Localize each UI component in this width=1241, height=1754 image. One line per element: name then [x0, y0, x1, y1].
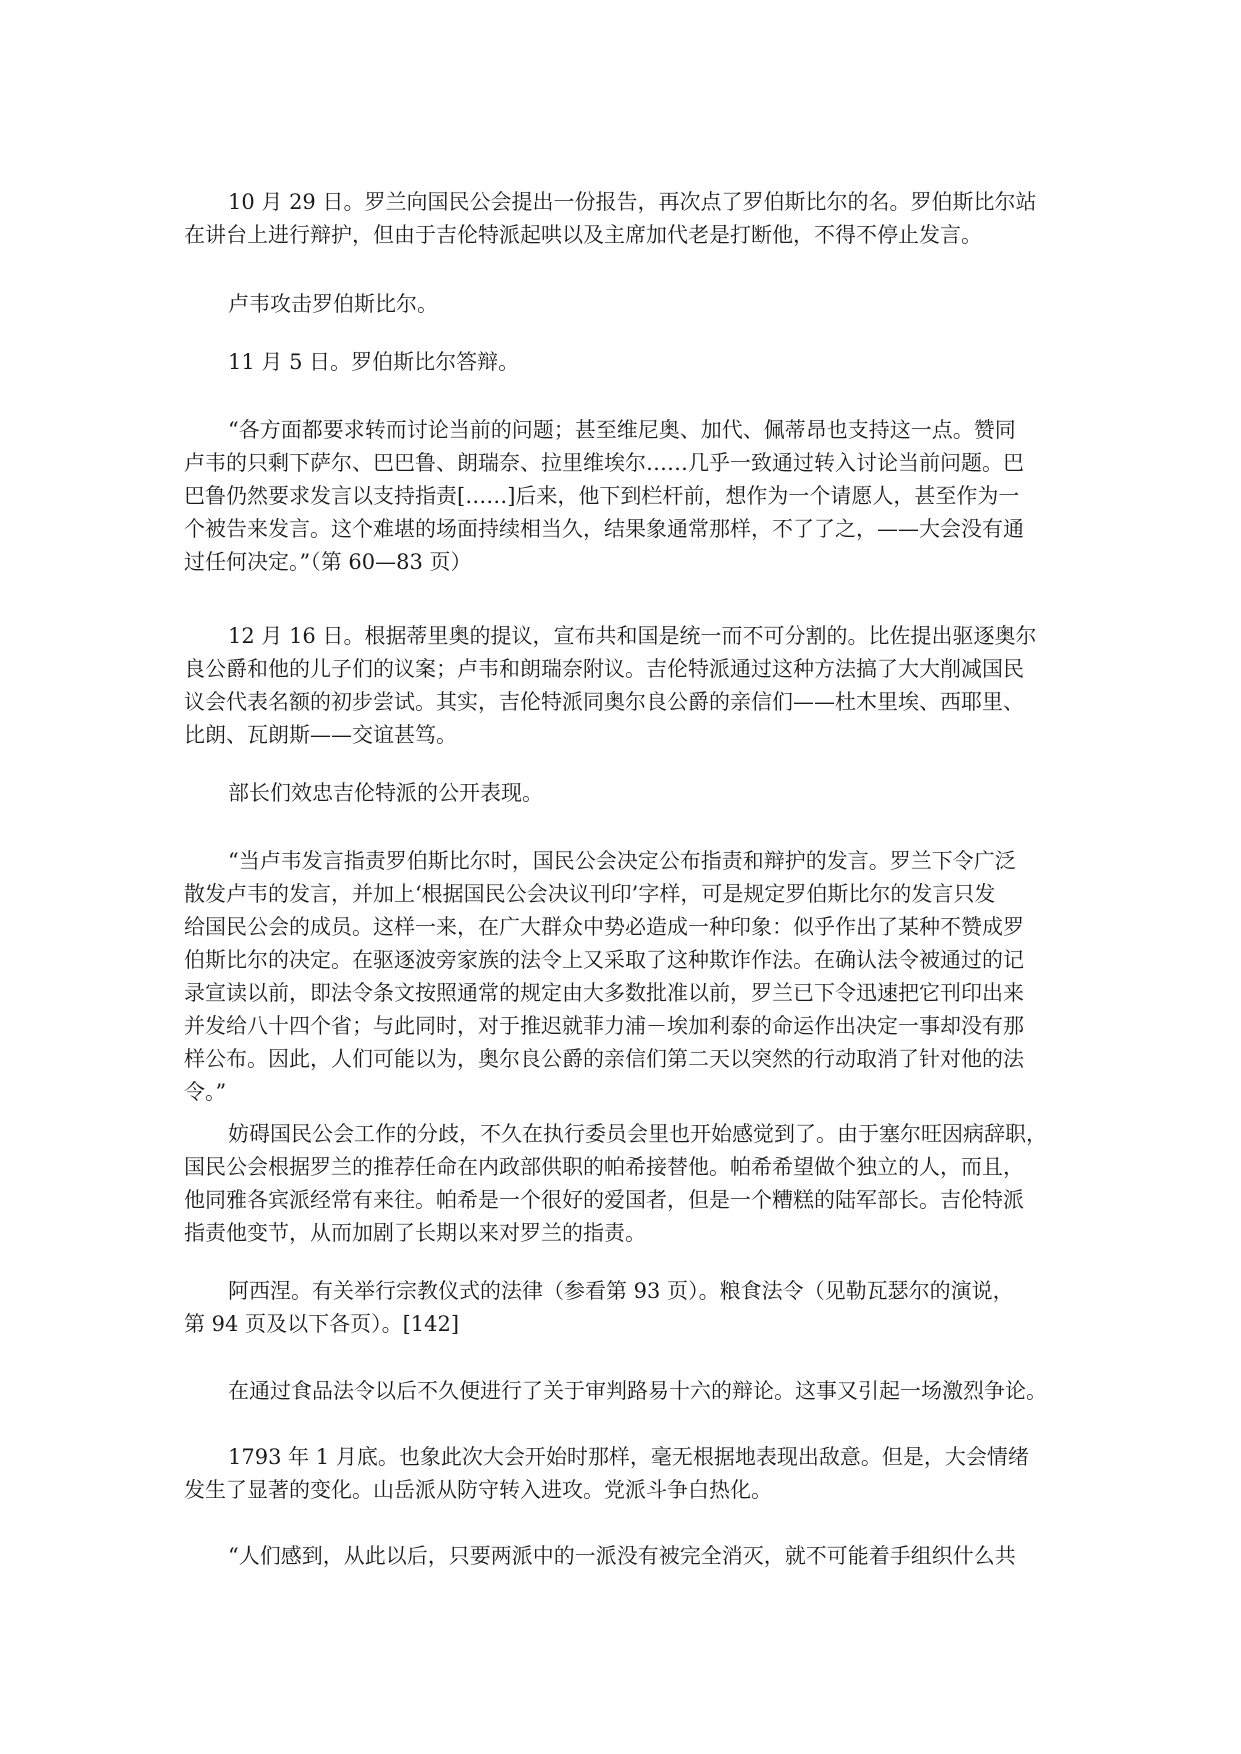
text-line: 并发给八十四个省；与此同时，对于推迟就菲力浦－埃加利泰的命运作出决定一事却没有那 — [184, 1014, 1024, 1038]
text-line: 他同雅各宾派经常有来往。帕希是一个很好的爱国者，但是一个糟糕的陆军部长。吉伦特派 — [184, 1188, 1024, 1212]
paragraph-jan-1793 — [184, 1441, 1084, 1507]
text-line: 阿西涅。有关举行宗教仪式的法律（参看第 93 页）。粮食法令（见勒瓦瑟尔的演说， — [228, 1279, 1014, 1303]
text-line: 议会代表名额的初步尝试。其实，吉伦特派同奥尔良公爵的亲信们——杜木里埃、西耶里、 — [184, 690, 1024, 714]
paragraph-quote-debate — [184, 414, 1084, 579]
paragraph-assignats — [184, 1275, 1084, 1341]
text-line: 12 月 16 日。根据蒂里奥的提议，宣布共和国是统一而不可分割的。比佐提出驱逐奥尔 — [228, 624, 1037, 648]
text-line: “人们感到，从此以后，只要两派中的一派没有被完全消灭，就不可能着手组织什么共 — [228, 1544, 1016, 1568]
text-line: 录宣读以前，即法令条文按照通常的规定由大多数批准以前，罗兰已下令迅速把它刊印出来 — [184, 981, 1024, 1005]
text-line: 巴鲁仍然要求发言以支持指责[……]后来，他下到栏杆前，想作为一个请愿人，甚至作为一 — [184, 484, 1020, 508]
text-line: 伯斯比尔的决定。在驱逐波旁家族的法令上又采取了这种欺诈作法。在确认法令被通过的记 — [184, 948, 1024, 972]
paragraph-dec-16 — [184, 620, 1084, 752]
paragraph-oct-29 — [184, 186, 1084, 252]
text-line: 个被告来发言。这个难堪的场面持续相当久，结果象通常那样，不了了之，——大会没有通 — [184, 517, 1024, 541]
text-line: 卢韦攻击罗伯斯比尔。 — [228, 292, 438, 316]
paragraph-nov-5 — [184, 346, 1084, 379]
text-line: 令。” — [184, 1080, 227, 1104]
text-line: 在通过食品法令以后不久便进行了关于审判路易十六的辩论。这事又引起一场激烈争论。 — [228, 1379, 1047, 1403]
text-line: 妨碍国民公会工作的分歧，不久在执行委员会里也开始感觉到了。由于塞尔旺因病辞职， — [228, 1122, 1047, 1146]
text-line: 11 月 5 日。罗伯斯比尔答辩。 — [228, 350, 520, 374]
text-line: 过任何决定。”（第 60—83 页） — [184, 550, 472, 574]
text-line: 散发卢韦的发言，并加上‘根据国民公会决议刊印’字样，可是规定罗伯斯比尔的发言只发 — [184, 882, 996, 906]
text-line: 指责他变节，从而加剧了长期以来对罗兰的指责。 — [184, 1221, 646, 1245]
paragraph-louis-trial — [184, 1375, 1084, 1408]
text-line: 在讲台上进行辩护，但由于吉伦特派起哄以及主席加代老是打断他，不得不停止发言。 — [184, 223, 982, 247]
text-line: 样公布。因此，人们可能以为，奥尔良公爵的亲信们第二天以突然的行动取消了针对他的法 — [184, 1047, 1024, 1071]
paragraph-executive-committee — [184, 1118, 1084, 1250]
text-line: 比朗、瓦朗斯——交谊甚笃。 — [184, 723, 457, 747]
paragraph-quote-factions — [184, 1540, 1084, 1573]
text-line: 发生了显著的变化。山岳派从防守转入进攻。党派斗争白热化。 — [184, 1478, 772, 1502]
text-line: 10 月 29 日。罗兰向国民公会提出一份报告，再次点了罗伯斯比尔的名。罗伯斯比尔站 — [228, 190, 1037, 214]
text-line: 卢韦的只剩下萨尔、巴巴鲁、朗瑞奈、拉里维埃尔……几乎一致通过转入讨论当前问题。巴 — [184, 451, 1024, 475]
text-line: 1793 年 1 月底。也象此次大会开始时那样，毫无根据地表现出敌意。但是，大会情绪 — [228, 1445, 1029, 1469]
paragraph-ministers — [184, 777, 1084, 810]
paragraph-quote-louvet — [184, 845, 1084, 1109]
text-line: 第 94 页及以下各页）。[142] — [184, 1312, 460, 1336]
text-line: 国民公会根据罗兰的推荐任命在内政部供职的帕希接替他。帕希希望做个独立的人，而且， — [184, 1155, 1024, 1179]
text-line: 部长们效忠吉伦特派的公开表现。 — [228, 781, 543, 805]
text-line: “当卢韦发言指责罗伯斯比尔时，国民公会决定公布指责和辩护的发言。罗兰下令广泛 — [228, 849, 1016, 873]
paragraph-louvet-attack — [184, 288, 1084, 321]
text-line: 给国民公会的成员。这样一来，在广大群众中势必造成一种印象：似乎作出了某种不赞成罗 — [184, 915, 1024, 939]
text-line: 良公爵和他的儿子们的议案；卢韦和朗瑞奈附议。吉伦特派通过这种方法搞了大大削减国民 — [184, 657, 1024, 681]
text-line: “各方面都要求转而讨论当前的问题；甚至维尼奥、加代、佩蒂昂也支持这一点。赞同 — [228, 418, 1016, 442]
